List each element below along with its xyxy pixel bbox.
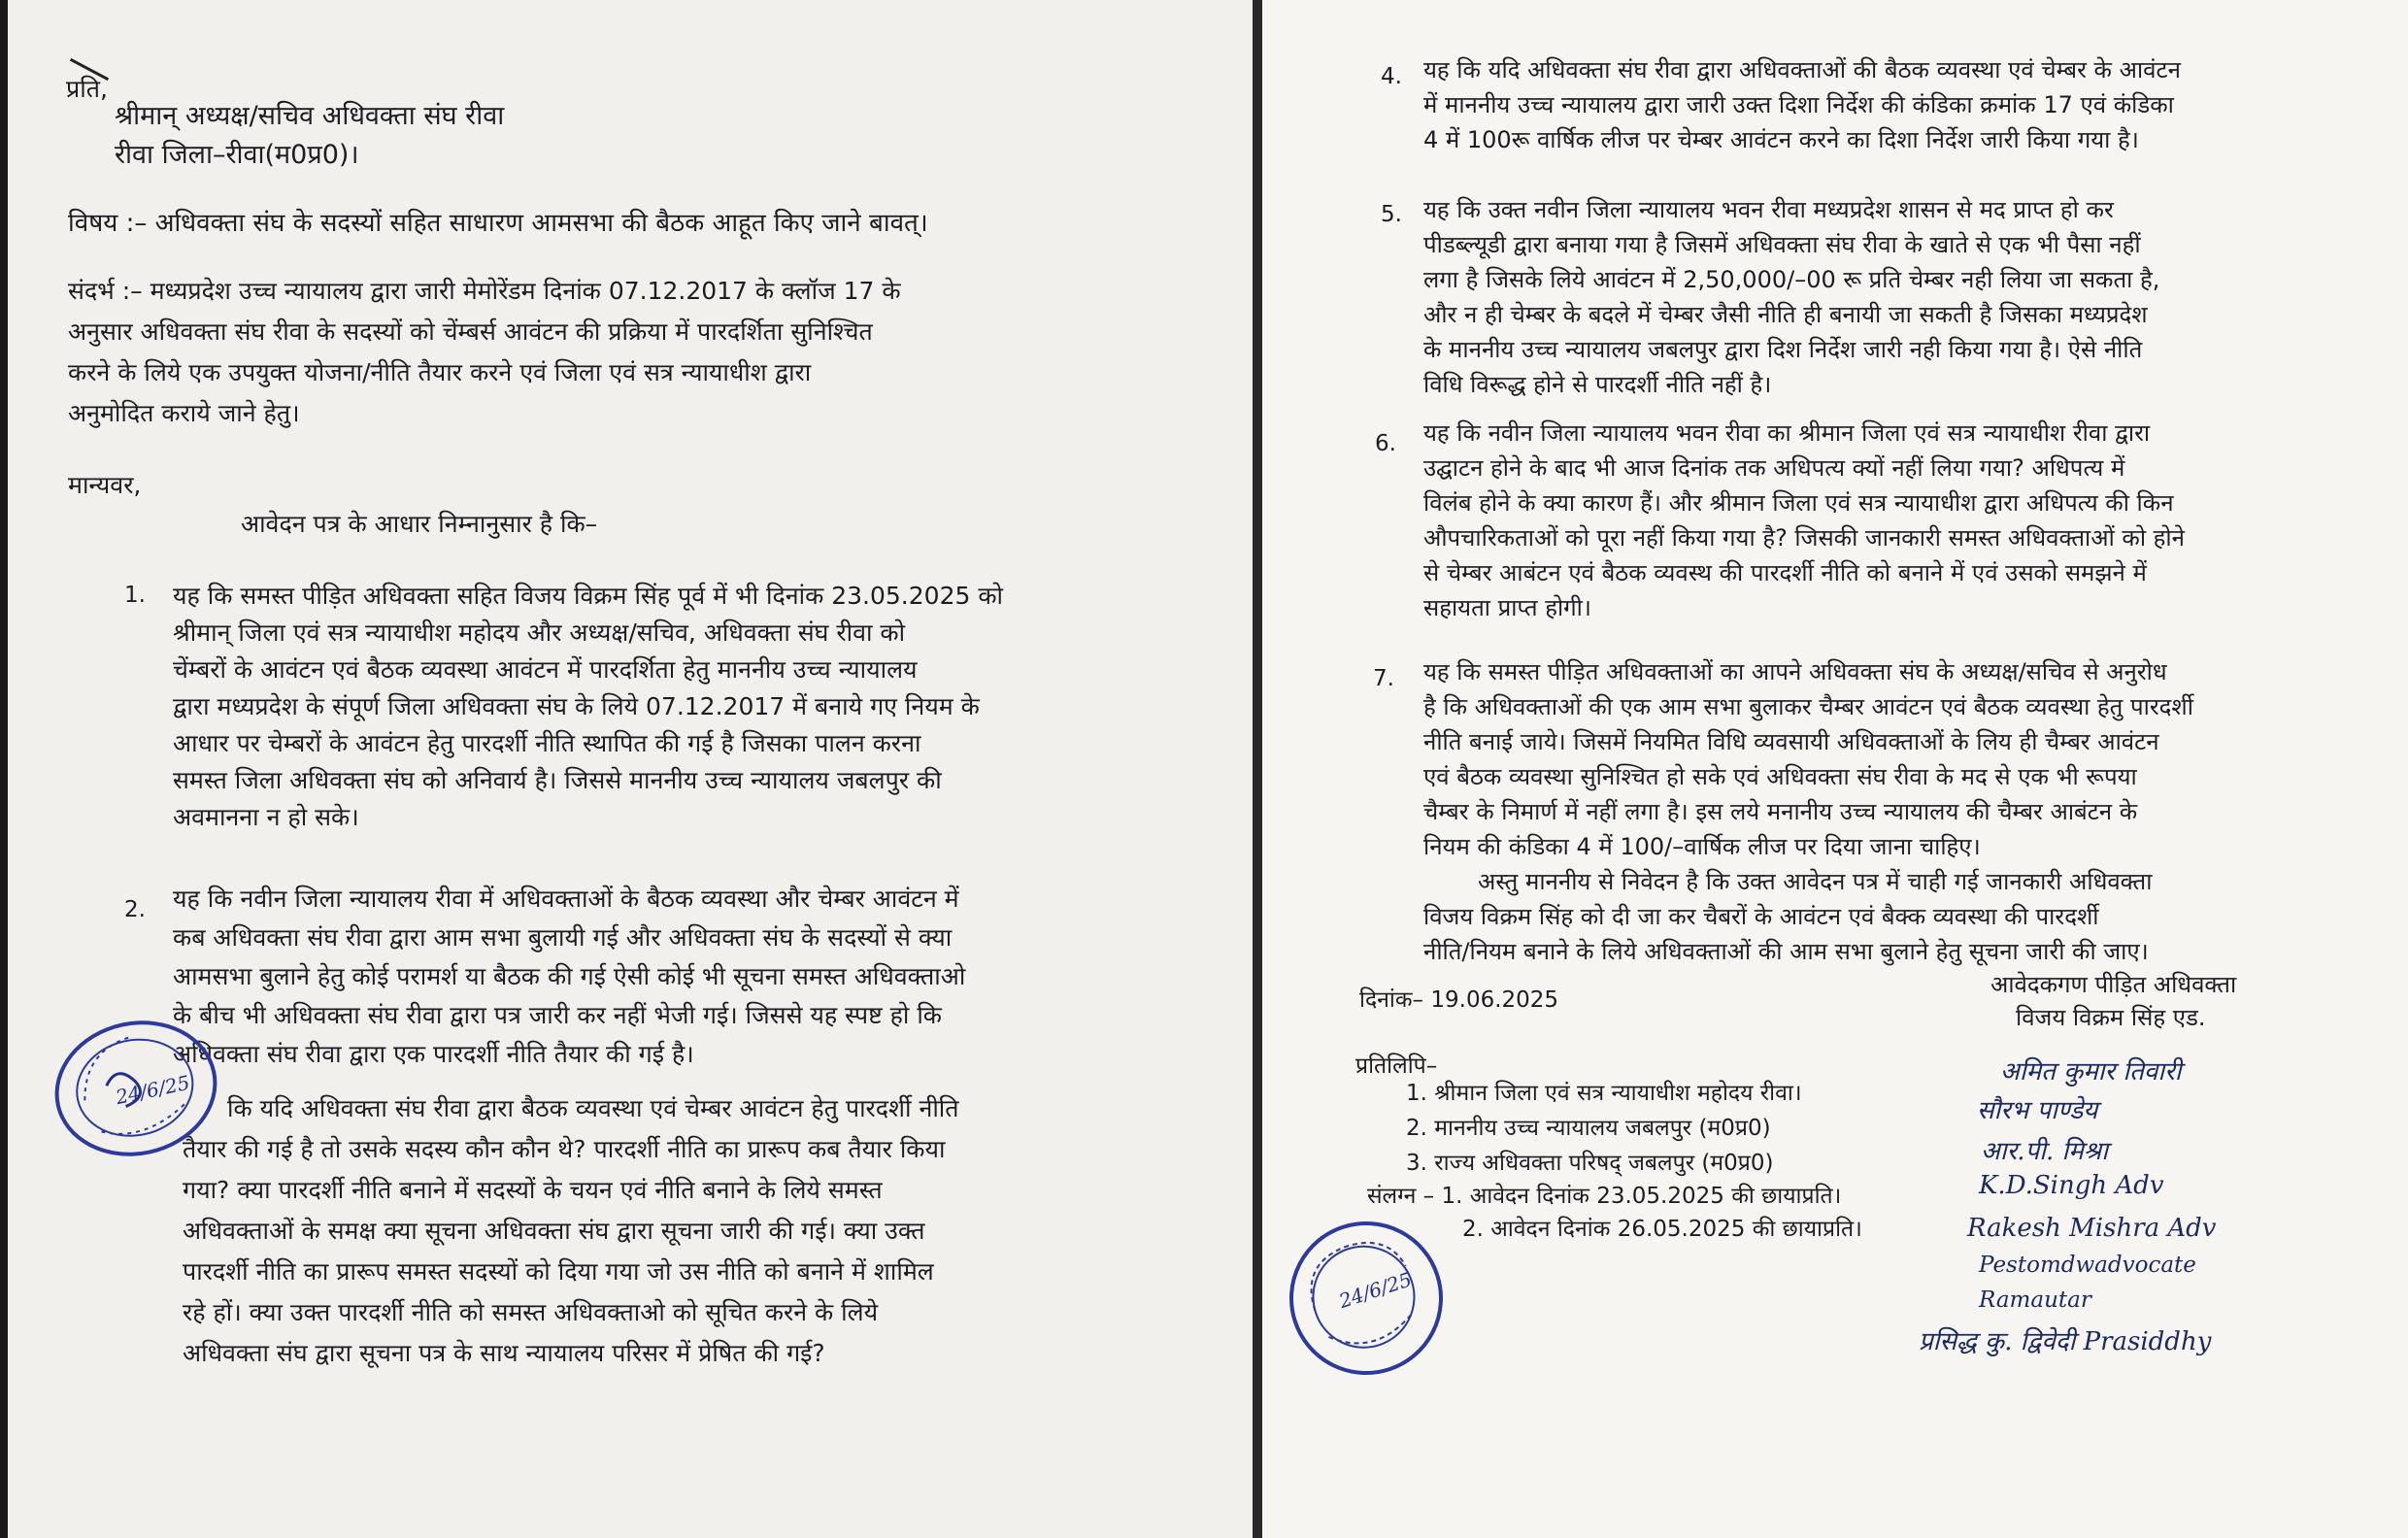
- applicant-line-1: आवेदकगण पीड़ित अधिवक्ता: [1990, 971, 2237, 998]
- paragraph-line: और न ही चेम्बर के बदले में चेम्बर जैसी नीति ही बनायी जा सकती है जिसका मध्यप्रदेश: [1423, 301, 2148, 328]
- enclosure-2: 2. आवेदन दिनांक 26.05.2025 की छायाप्रति।: [1462, 1217, 1862, 1242]
- paragraph-line: है कि अधिवक्ताओं की एक आम सभा बुलाकर चैम्बर आवंटन एवं बैठक व्यवस्था हेतु पारदर्शी: [1423, 693, 2193, 720]
- page-right: [1262, 0, 2408, 1538]
- page-gutter: [1253, 0, 1262, 1538]
- paragraph-line: चेंम्बरों के आवंटन एवं बैठक व्यवस्था आवंटन में पारदर्शिता हेतु माननीय उच्च न्यायालय: [173, 655, 918, 684]
- paragraph-line: यह कि उक्त नवीन जिला न्यायालय भवन रीवा मध्यप्रदेश शासन से मद प्राप्त हो कर: [1423, 196, 2114, 223]
- address-line-1: श्रीमान् अध्यक्ष/सचिव अधिवक्ता संघ रीवा: [115, 101, 505, 131]
- court-seal-stamp: [1269, 1201, 1462, 1394]
- paragraph-line: यह कि नवीन जिला न्यायालय भवन रीवा का श्रीमान जिला एवं सत्र न्यायाधीश रीवा द्वारा: [1423, 419, 2151, 447]
- paragraph-line: उद्घाटन होने के बाद भी आज दिनांक तक अधिपत्य क्यों नहीं लिया गया? अधिपत्य में: [1423, 454, 2125, 482]
- paragraph-line: विजय विक्रम सिंह को दी जा कर चैबरों के आवंटन एवं बैक्क व्यवस्था की पारदर्शी: [1423, 903, 2099, 930]
- signature: Rakesh Mishra Adv: [1967, 1214, 2217, 1243]
- paragraph-line: गया? क्या पारदर्शी नीति बनाने में सदस्यों के चयन एवं नीति बनाने के लिये समस्त: [183, 1176, 883, 1204]
- copy-item: 2. माननीय उच्च न्यायालय जबलपुर (म0प्र0): [1406, 1116, 1771, 1141]
- paragraph-number: 4.: [1381, 64, 1402, 89]
- paragraph-line: कि यदि अधिवक्ता संघ रीवा द्वारा बैठक व्यवस्था एवं चेम्बर आवंटन हेतु पारदर्शी नीति: [227, 1094, 959, 1122]
- paragraph-line: 4 में 100रू वार्षिक लीज पर चेम्बर आवंटन करने का दिशा निर्देश जारी किया गया है।: [1423, 126, 2139, 153]
- paragraph-line: आमसभा बुलाने हेतु कोई परामर्श या बैठक की गई ऐसी कोई भी सूचना समस्त अधिवक्ताओ: [173, 962, 966, 990]
- copy-item: 1. श्रीमान जिला एवं सत्र न्यायाधीश महोदय रीवा।: [1406, 1081, 1802, 1106]
- paragraph-line: अधिवक्ता संघ द्वारा सूचना पत्र के साथ न्यायालय परिसर में प्रेषित की गई?: [183, 1339, 825, 1367]
- signature: प्रसिद्ध कु. द्विवेदी Prasiddhy: [1919, 1327, 2212, 1356]
- paragraph-line: के माननीय उच्च न्यायालय जबलपुर द्वारा दिश निर्देश जारी नही किया गया है। ऐसे नीति: [1423, 336, 2143, 363]
- paragraph-number: 6.: [1375, 431, 1396, 456]
- paragraph-line: लगा है जिसके लिये आवंटन में 2,50,000/–00 रू प्रति चेम्बर नही लिया जा सकता है,: [1423, 266, 2160, 293]
- paragraph-line: विलंब होने के क्या कारण हैं। और श्रीमान जिला एवं सत्र न्यायाधीश द्वारा अधिपत्य की किन: [1423, 489, 2174, 517]
- signature: Pestomdwadvocate: [1979, 1253, 2196, 1278]
- paragraph-number: 2.: [124, 897, 146, 922]
- paragraph-number: 7.: [1373, 666, 1394, 691]
- signature: आर.पी. मिश्रा: [1981, 1137, 2108, 1166]
- signature: अमित कुमार तिवारी: [2000, 1057, 2182, 1087]
- salutation: मान्यवर,: [68, 471, 142, 499]
- signature: K.D.Singh Adv: [1979, 1171, 2164, 1200]
- paragraph-number: 5.: [1381, 202, 1402, 227]
- reference-line: संदर्भ :– मध्यप्रदेश उच्च न्यायालय द्वारा जारी मेमोरेंडम दिनांक 07.12.2017 के क्लॉज 17 के: [68, 277, 901, 305]
- to-label: प्रति,: [66, 75, 108, 103]
- enclosure-1: संलग्न – 1. आवेदन दिनांक 23.05.2025 की छायाप्रति।: [1367, 1184, 1842, 1209]
- paragraph-line: से चेम्बर आबंटन एवं बैठक व्यवस्थ की पारदर्शी नीति को बनाने में एवं उसको समझने में: [1423, 559, 2147, 586]
- paragraph-line: रहे हों। क्या उक्त पारदर्शी नीति को समस्त अधिवक्ताओ को सूचित करने के लिये: [183, 1298, 879, 1326]
- paragraph-line: पीडब्ल्यूडी द्वारा बनाया गया है जिसमें अधिवक्ता संघ रीवा के खाते से एक भी पैसा नहीं: [1423, 231, 2141, 258]
- paragraph-line: विधि विरूद्ध होने से पारदर्शी नीति नहीं है।: [1423, 371, 1772, 398]
- paragraph-line: यह कि यदि अधिवक्ता संघ रीवा द्वारा अधिवक्ताओं की बैठक व्यवस्था एवं चेम्बर के आवंटन: [1423, 56, 2181, 84]
- paragraph-line: श्रीमान् जिला एवं सत्र न्यायाधीश महोदय और अध्यक्ष/सचिव, अधिवक्ता संघ रीवा को: [173, 619, 906, 647]
- paragraph-line: अधिवक्ताओं के समक्ष क्या सूचना अधिवक्ता संघ द्वारा सूचना जारी की गई। क्या उक्त: [183, 1217, 925, 1245]
- paragraph-line: नियम की कंडिका 4 में 100/–वार्षिक लीज पर दिया जाना चाहिए।: [1423, 833, 1981, 860]
- address-line-2: रीवा जिला–रीवा(म0प्र0)।: [115, 140, 359, 170]
- date-line: दिनांक– 19.06.2025: [1359, 987, 1559, 1013]
- paragraph-line: नीति/नियम बनाने के लिये अधिवक्ताओं की आम सभा बुलाने हेतु सूचना जारी की जाए।: [1423, 938, 2149, 965]
- paragraph-line: समस्त जिला अधिवक्ता संघ को अनिवार्य है। जिससे माननीय उच्च न्यायालय जबलपुर की: [173, 766, 942, 794]
- page-left: [8, 0, 1253, 1538]
- paragraph-line: सहायता प्राप्त होगी।: [1423, 594, 1591, 621]
- paragraph-line: अस्तु माननीय से निवेदन है कि उक्त आवेदन पत्र में चाही गई जानकारी अधिवक्ता: [1478, 868, 2153, 895]
- paragraph-line: द्वारा मध्यप्रदेश के संपूर्ण जिला अधिवक्ता संघ के लिये 07.12.2017 में बनाये गए नियम के: [173, 692, 980, 720]
- paragraph-line: में माननीय उच्च न्यायालय द्वारा जारी उक्त दिशा निर्देश की कंडिका क्रमांक 17 एवं कंडिका: [1423, 91, 2174, 118]
- copy-item: 3. राज्य अधिवक्ता परिषद् जबलपुर (म0प्र0): [1406, 1151, 1774, 1176]
- paragraph-line: यह कि समस्त पीड़ित अधिवक्ताओं का आपने अधिवक्ता संघ के अध्यक्ष/सचिव से अनुरोध: [1423, 658, 2167, 685]
- paragraph-line: पारदर्शी नीति का प्रारूप समस्त सदस्यों को दिया गया जो उस नीति को बनाने में शामिल: [183, 1257, 934, 1286]
- reference-line: अनुसार अधिवक्ता संघ रीवा के सदस्यों को चेंम्बर्स आवंटन की प्रक्रिया में पारदर्शिता सुनिश्चित: [68, 318, 873, 346]
- signature: सौरभ पाण्डेय: [1977, 1096, 2098, 1125]
- stamp-date: 24/6/25: [114, 1070, 192, 1110]
- paragraph-number: 1.: [124, 583, 146, 608]
- signature: Ramautar: [1979, 1287, 2091, 1313]
- paragraph-line: कब अधिवक्ता संघ रीवा द्वारा आम सभा बुलायी गई और अधिवक्ता संघ के सदस्यों से क्या: [173, 923, 953, 952]
- paragraph-line: तैयार की गई है तो उसके सदस्य कौन कौन थे? पारदर्शी नीति का प्रारूप कब तैयार किया: [183, 1135, 946, 1163]
- seal-date: 24/6/25: [1336, 1267, 1415, 1314]
- paragraph-line: अवमानना न हो सके।: [173, 803, 359, 831]
- paragraph-line: आधार पर चेम्बरों के आवंटन हेतु पारदर्शी नीति स्थापित की गई है जिसका पालन करना: [173, 729, 921, 757]
- paragraph-line: यह कि समस्त पीड़ित अधिवक्ता सहित विजय विक्रम सिंह पूर्व में भी दिनांक 23.05.2025 को: [173, 582, 1003, 610]
- applicant-line-2: विजय विक्रम सिंह एड.: [2016, 1004, 2206, 1031]
- reference-line: करने के लिये एक उपयुक्त योजना/नीति तैयार करने एवं जिला एवं सत्र न्यायाधीश द्वारा: [68, 358, 812, 386]
- paragraph-line: औपचारिकताओं को पूरा नहीं किया गया है? जिसकी जानकारी समस्त अधिवक्ताओं को होने: [1423, 524, 2185, 552]
- intro-line: आवेदन पत्र के आधार निम्नानुसार है कि–: [241, 510, 598, 538]
- paragraph-line: एवं बैठक व्यवस्था सुनिश्चित हो सके एवं अधिवक्ता संघ रीवा के मद से एक भी रूपया: [1423, 763, 2137, 790]
- paragraph-line: के बीच भी अधिवक्ता संघ रीवा द्वारा पत्र जारी कर नहीं भेजी गई। जिससे यह स्पष्ट हो कि: [173, 1001, 942, 1029]
- copy-label: प्रतिलिपि–: [1355, 1053, 1438, 1079]
- paragraph-line: यह कि नवीन जिला न्यायालय रीवा में अधिवक्ताओं के बैठक व्यवस्था और चेम्बर आवंटन में: [173, 885, 959, 913]
- reference-line: अनुमोदित कराये जाने हेतु।: [68, 399, 300, 427]
- paragraph-line: नीति बनाई जाये। जिसमें नियमित विधि व्यवसायी अधिवक्ताओं के लिय ही चैम्बर आवंटन: [1423, 728, 2159, 755]
- paragraph-line: चैम्बर के निमार्ण में नहीं लगा है। इस लये मनानीय उच्च न्यायालय की चैम्बर आबंटन के: [1423, 798, 2138, 825]
- subject-line: विषय :– अधिवक्ता संघ के सदस्यों सहित साधारण आमसभा की बैठक आहूत किए जाने बावत्।: [68, 209, 928, 238]
- paragraph-line: अधिवक्ता संघ रीवा द्वारा एक पारदर्शी नीति तैयार की गई है।: [173, 1040, 694, 1068]
